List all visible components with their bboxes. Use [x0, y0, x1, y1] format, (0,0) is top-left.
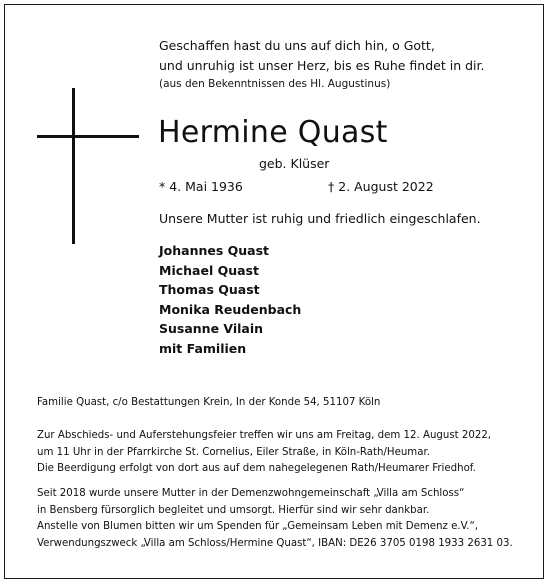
donation-paragraph — [37, 486, 513, 553]
family-address: Familie Quast, c/o Bestattungen Krein, In der Konde 54, 51107 Köln — [37, 397, 381, 408]
maiden-name: geb. Klüser — [259, 156, 330, 171]
mourner-item: mit Familien — [159, 340, 247, 356]
mourner-item: Thomas Quast — [159, 282, 260, 298]
mourner-item: Susanne Vilain — [159, 321, 264, 337]
cross-vertical-bar — [72, 88, 75, 244]
quote-line-2: und unruhig ist unser Herz, bis es Ruhe findet in dir. — [159, 57, 485, 73]
quote-source: (aus den Bekenntnissen des Hl. Augustinus) — [159, 78, 391, 90]
quote-line-1: Geschaffen hast du uns auf dich hin, o Gott, — [159, 38, 435, 53]
donation-line: Seit 2018 wurde unsere Mutter in der Demenzwohngemeinschaft „Villa am Schloss“ — [37, 488, 465, 499]
death-date: † 2. August 2022 — [328, 179, 434, 194]
mourner-item: Monika Reudenbach — [159, 301, 302, 317]
deceased-name: Hermine Quast — [158, 115, 388, 150]
cross-horizontal-bar — [37, 135, 139, 138]
donation-line: Verwendungszweck „Villa am Schloss/Hermine Quast“, IBAN: DE26 3705 0198 1933 2631 03. — [37, 538, 513, 550]
farewell-message: Unsere Mutter ist ruhig und friedlich eingeschlafen. — [159, 211, 481, 226]
mourner-item: Michael Quast — [159, 262, 259, 278]
mourners-list — [159, 241, 301, 359]
ceremony-line: Die Beerdigung erfolgt von dort aus auf dem nahegelegenen Rath/Heumarer Friedhof. — [37, 463, 476, 475]
ceremony-paragraph — [37, 428, 491, 478]
donation-line: Anstelle von Blumen bitten wir um Spenden für „Gemeinsam Leben mit Demenz e.V.“, — [37, 521, 479, 533]
mourner-item: Johannes Quast — [159, 243, 270, 258]
birth-date: * 4. Mai 1936 — [159, 179, 243, 194]
opening-quote — [159, 36, 519, 93]
ceremony-line: Zur Abschieds- und Auferstehungsfeier treffen wir uns am Freitag, dem 12. August 2022, — [37, 430, 492, 441]
donation-line: in Bensberg fürsorglich begleitet und umsorgt. Hierfür sind wir sehr dankbar. — [37, 504, 430, 516]
ceremony-line: um 11 Uhr in der Pfarrkirche St. Cornelius, Eiler Straße, in Köln-Rath/Heumar. — [37, 446, 430, 458]
